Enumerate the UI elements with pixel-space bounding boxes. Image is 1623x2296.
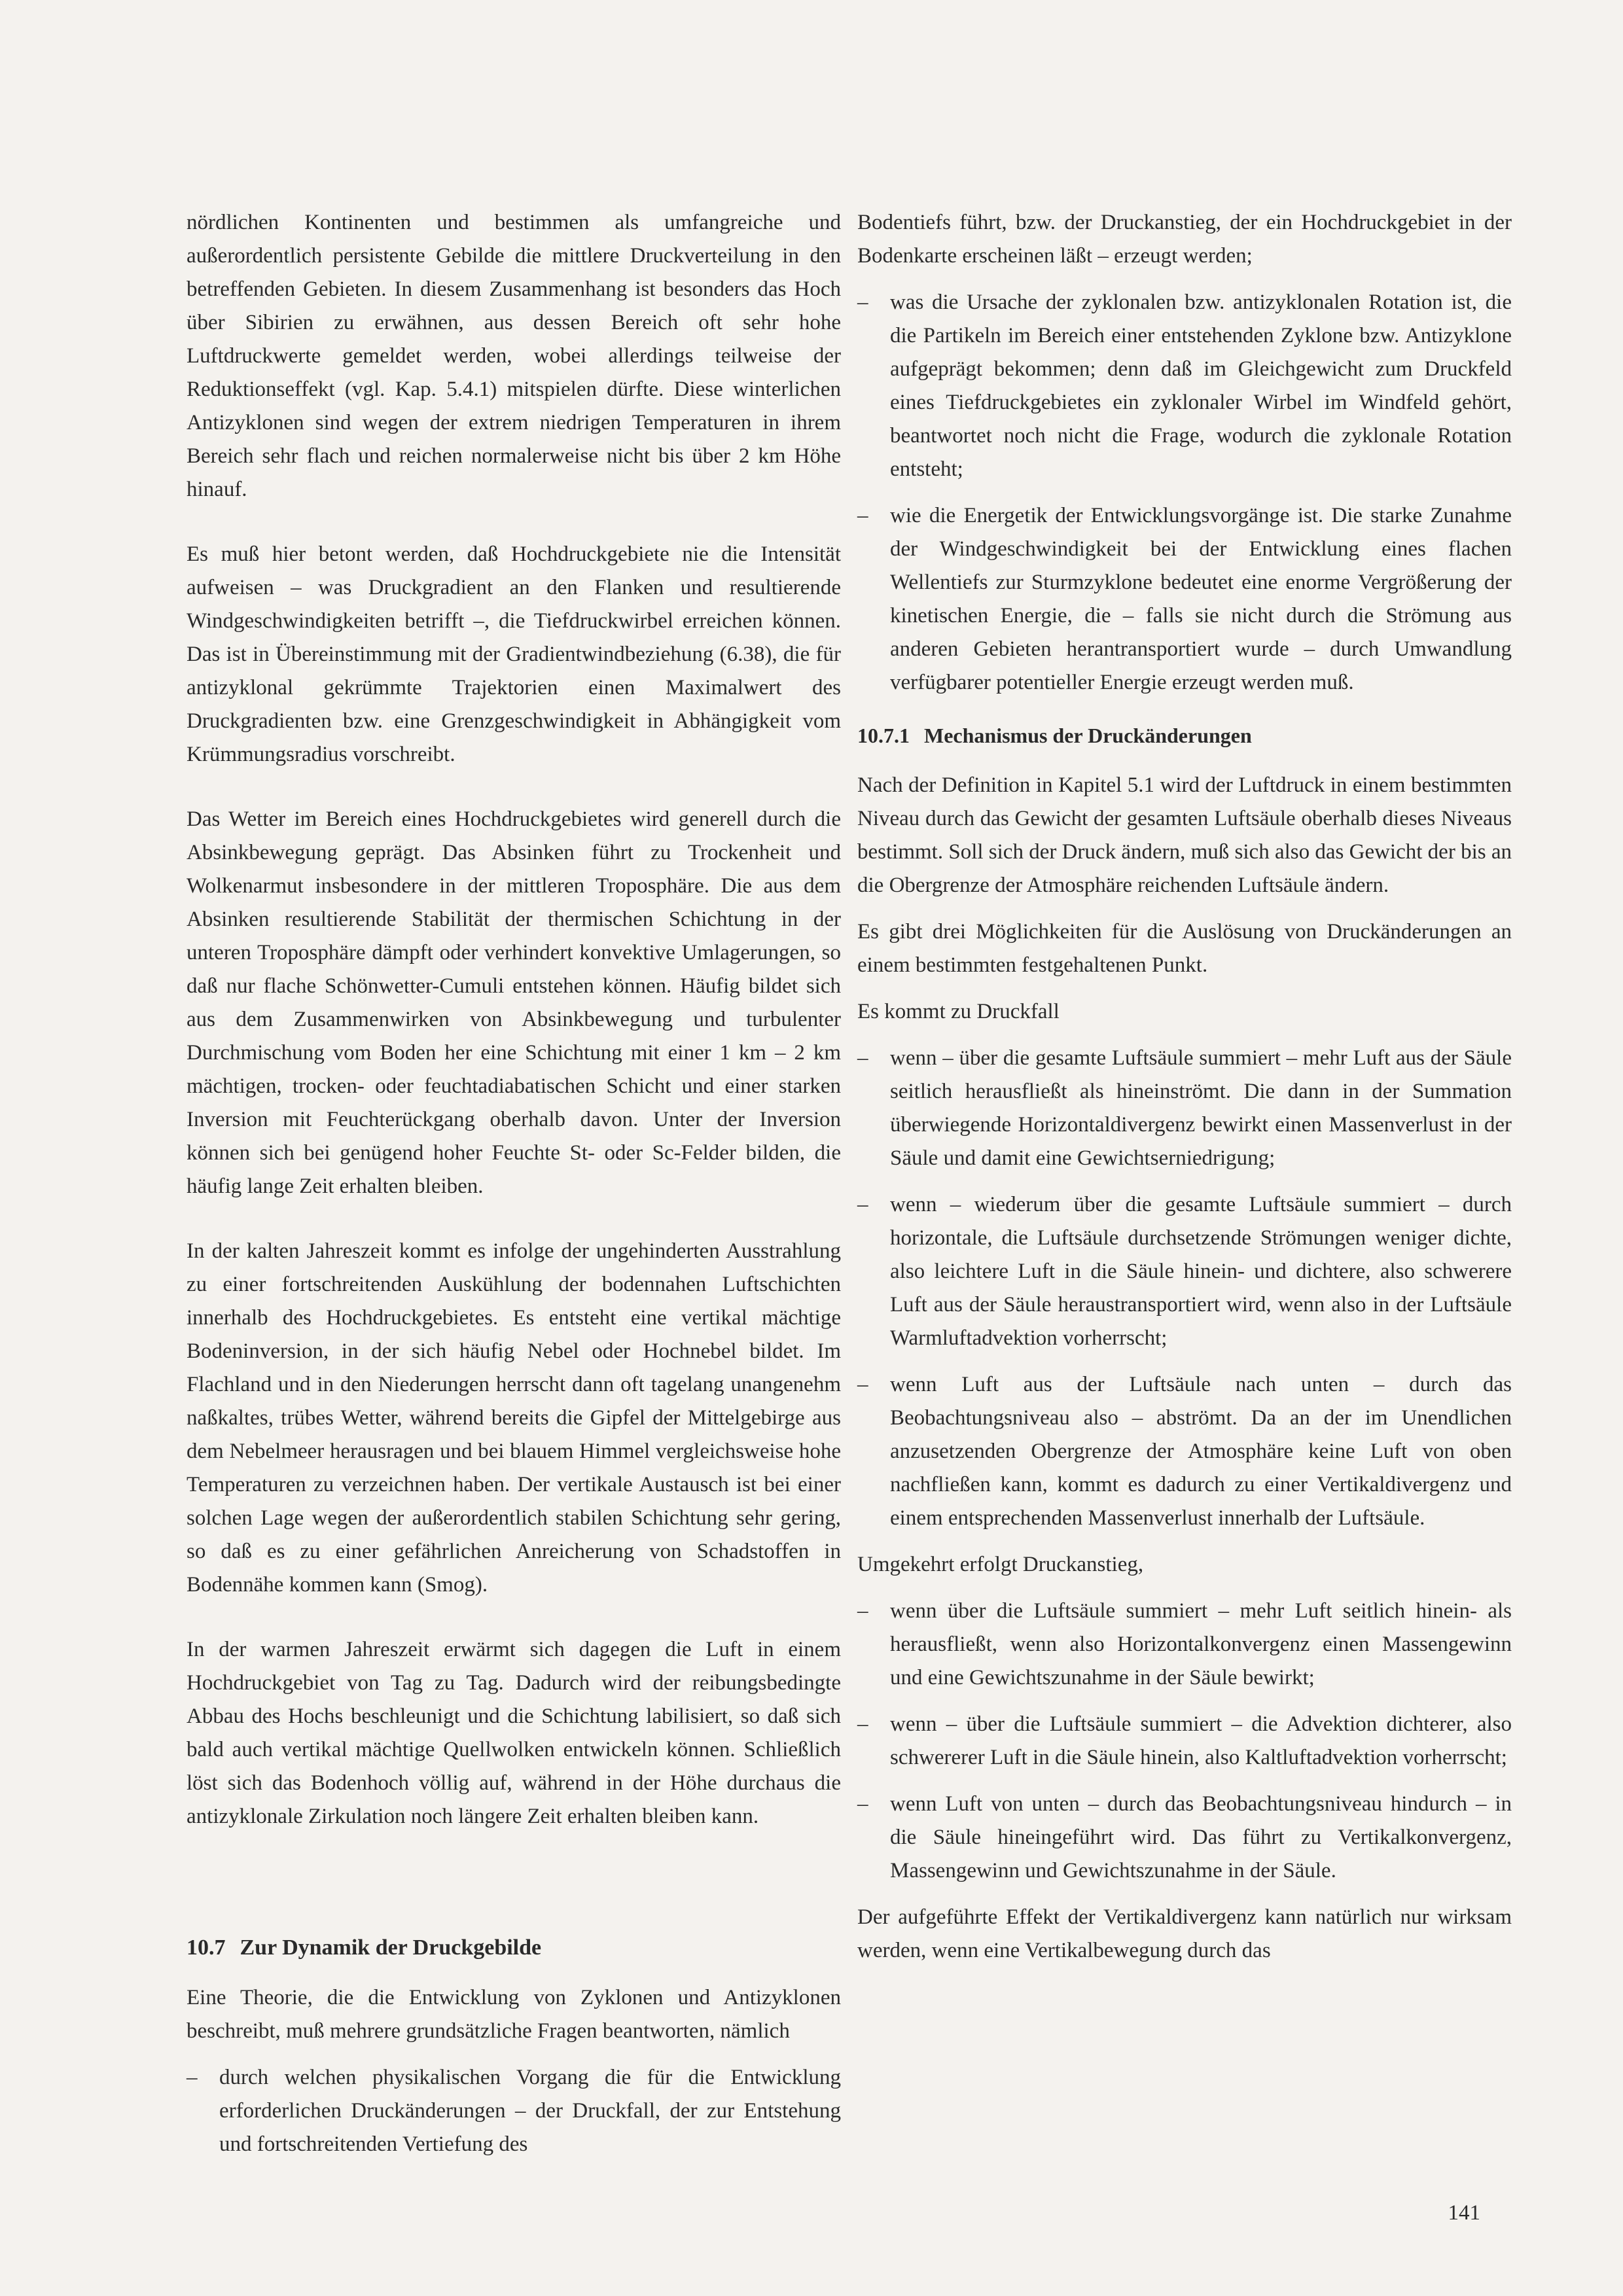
list-item-text: durch welchen physikalischen Vorgang die für die Entwicklung erforderlichen Druckänderungen – der Druckfall, der zur Entstehung und fortschreitenden Vertiefung des xyxy=(219,2066,841,2156)
list-item-text: wenn – über die Luftsäule summiert – die Advektion dichterer, also schwererer Luft in die Säule hinein, also Kaltluftadvektion vorherrscht; xyxy=(890,1712,1512,1769)
section-number: 10.7 xyxy=(187,1935,226,1960)
list-item xyxy=(857,1368,1512,1535)
list-item-text: wenn – wiederum über die gesamte Luftsäule summiert – durch horizontale, die Luftsäule durchsetzende Strömungen weniger dichte, also leichtere Luft in die Säule hinein- und dichtere, also schwerere Luft aus der Säule heraustransportiert wird, wenn also in der Luftsäule Warmluftadvektion vorherrscht; xyxy=(890,1193,1512,1350)
dash-marker: – xyxy=(857,1046,868,1070)
dash-marker: – xyxy=(857,1792,868,1816)
list-item-text: wenn über die Luftsäule summiert – mehr Luft seitlich hinein- als herausfließt, wenn also Horizontalkonvergenz einen Massengewinn und eine Gewichtszunahme in der Säule bewirkt; xyxy=(890,1599,1512,1689)
paragraph-closing: Der aufgeführte Effekt der Vertikaldivergenz kann natürlich nur wirksam werden, wenn eine Vertikalbewegung durch das xyxy=(857,1905,1512,1962)
list-item-text: wie die Energetik der Entwicklungsvorgänge ist. Die starke Zunahme der Windgeschwindigkeit bei der Entwicklung eines flachen Wellentiefs zur Sturmzyklone bedeutet eine enorme Vergrößerung der kinetischen Energie, die – falls sie nicht durch die Strömung aus anderen Gebieten herantransportiert wurde – durch Umwandlung verfügbarer potentieller Energie erzeugt werden muß. xyxy=(890,504,1512,694)
question-list xyxy=(187,2061,841,2161)
section-number: 10.7.1 xyxy=(857,724,910,747)
paragraph-siberian-high: nördlichen Kontinenten und bestimmen als umfangreiche und außerordentlich persistente Gebilde die mittlere Druckverteilung in den betreffenden Gebieten. In diesem Zusammenhang ist besonders das Hoch über Sibirien zu erwähnen, aus dessen Bereich oft sehr hohe Luftdruckwerte gemeldet werden, wobei allerdings teilweise der Reduktionseffekt (vgl. Kap. 5.4.1) mitspielen dürfte. Diese winterlichen Antizyklonen sind wegen der extrem niedrigen Temperaturen in ihrem Bereich sehr flach und reichen normalerweise nicht bis über 2 km Höhe hinauf. xyxy=(187,211,841,501)
paragraph-pressure-rise-intro: Umgekehrt erfolgt Druckanstieg, xyxy=(857,1553,1144,1576)
question-list-continued xyxy=(857,206,1512,699)
paragraph-subsidence-weather: Das Wetter im Bereich eines Hochdruckgebietes wird generell durch die Absinkbewegung geprägt. Das Absinken führt zu Trockenheit und Wolkenarmut insbesondere in der mittleren Troposphäre. Die aus dem Absinken resultierende Stabilität der thermischen Schichtung in der unteren Troposphäre dämpft oder verhindert konvektive Umlagerungen, so daß nur flache Schönwetter-Cumuli entstehen können. Häufig bildet sich aus dem Zusammenwirken von Absinkbewegung und turbulenter Durchmischung vom Boden her eine Schichtung mit einer 1 km – 2 km mächtigen, trocken- oder feuchtadiabatischen Schicht und einer starken Inversion mit Feuchterückgang oberhalb davon. Unter der Inversion können sich bei genügend hoher Feuchte St- oder Sc-Felder bilden, die häufig lange Zeit erhalten bleiben. xyxy=(187,807,841,1198)
paragraph-definition: Nach der Definition in Kapitel 5.1 wird der Luftdruck in einem bestimmten Niveau durch das Gewicht der gesamten Luftsäule oberhalb dieses Niveaus bestimmt. Soll sich der Druck ändern, muß sich also das Gewicht der bis an die Obergrenze der Atmosphäre reichenden Luftsäule ändern. xyxy=(857,773,1512,897)
dash-marker: – xyxy=(857,1712,868,1736)
left-column xyxy=(187,206,841,2174)
list-item-continued xyxy=(857,206,1512,273)
list-item xyxy=(857,1595,1512,1695)
list-item xyxy=(857,1788,1512,1888)
list-item xyxy=(857,499,1512,699)
pressure-fall-list xyxy=(857,1042,1512,1535)
list-item xyxy=(857,1188,1512,1355)
section-heading-10-7 xyxy=(187,1932,841,1964)
list-item xyxy=(187,2061,841,2161)
dash-marker: – xyxy=(857,1373,868,1396)
dash-marker: – xyxy=(857,291,868,314)
section-title: Mechanismus der Druckänderungen xyxy=(924,724,1252,747)
paragraph-warm-season: In der warmen Jahreszeit erwärmt sich dagegen die Luft in einem Hochdruckgebiet von Tag zu Tag. Dadurch wird der reibungsbedingte Abbau des Hochs beschleunigt und die Schichtung labilisiert, so daß sich bald auch vertikal mächtige Quellwolken entwickeln können. Schließlich löst sich das Bodenhoch völlig auf, während in der Höhe durchaus die antizyklonale Zirkulation noch längere Zeit erhalten bleiben kann. xyxy=(187,1638,841,1828)
dash-marker: – xyxy=(857,504,868,527)
page-number: 141 xyxy=(1448,2201,1480,2225)
list-item-text: wenn Luft aus der Luftsäule nach unten – durch das Beobachtungsniveau also – abströmt. Da an der im Unendlichen anzusetzenden Obergrenze der Atmosphäre keine Luft von oben nachfließen kann, kommt es dadurch zu einer Vertikaldivergenz und einem entsprechenden Massenverlust innerhalb der Luftsäule. xyxy=(890,1373,1512,1530)
list-item xyxy=(857,286,1512,486)
right-column xyxy=(857,206,1512,1981)
list-item xyxy=(857,1042,1512,1175)
section-intro: Eine Theorie, die die Entwicklung von Zyklonen und Antizyklonen beschreibt, muß mehrere grundsätzliche Fragen beantworten, nämlich xyxy=(187,1986,841,2043)
section-heading-10-7-1 xyxy=(857,719,1512,752)
dash-marker: – xyxy=(187,2066,198,2089)
list-item-text: wenn Luft von unten – durch das Beobachtungsniveau hindurch – in die Säule hineingeführt wird. Das führt zu Vertikalkonvergenz, Massengewinn und Gewichtszunahme in der Säule. xyxy=(890,1792,1512,1882)
list-item-text: was die Ursache der zyklonalen bzw. antizyklonalen Rotation ist, die die Partikeln im Bereich einer entstehenden Zyklone bzw. Antizyklone aufgeprägt bekommen; denn daß im Gleichgewicht zum Druckfeld eines Tiefdruckgebietes ein zyklonaler Wirbel im Windfeld gehört, beantwortet noch nicht die Frage, wodurch die zyklonale Rotation entsteht; xyxy=(890,291,1512,481)
list-item xyxy=(857,1708,1512,1775)
list-item-text: Bodentiefs führt, bzw. der Druckanstieg, der ein Hochdruckgebiet in der Bodenkarte erscheinen läßt – erzeugt werden; xyxy=(857,211,1512,268)
paragraph-pressure-fall-intro: Es kommt zu Druckfall xyxy=(857,1000,1060,1023)
paragraph-three-possibilities: Es gibt drei Möglichkeiten für die Auslösung von Druckänderungen an einem bestimmten festgehaltenen Punkt. xyxy=(857,920,1512,977)
dash-marker: – xyxy=(857,1599,868,1623)
paragraph-cold-season: In der kalten Jahreszeit kommt es infolge der ungehinderten Ausstrahlung zu einer fortschreitenden Auskühlung der bodennahen Luftschichten innerhalb des Hochdruckgebietes. Es entsteht eine vertikal mächtige Bodeninversion, in der sich häufig Nebel oder Hochnebel bildet. Im Flachland und in den Niederungen herrscht dann oft tagelang unangenehm naßkaltes, trübes Wetter, während bereits die Gipfel der Mittelgebirge aus dem Nebelmeer herausragen und bei blauem Himmel vergleichsweise hohe Temperaturen zu verzeichnen haben. Der vertikale Austausch ist bei einer solchen Lage wegen der außerordentlich stabilen Schichtung sehr gering, so daß es zu einer gefährlichen Anreicherung von Schadstoffen in Bodennähe kommen kann (Smog). xyxy=(187,1239,841,1597)
section-title: Zur Dynamik der Druckgebilde xyxy=(240,1935,542,1960)
list-item-text: wenn – über die gesamte Luftsäule summiert – mehr Luft aus der Säule seitlich herausfließt als hineinströmt. Die dann in der Summation überwiegende Horizontaldivergenz bewirkt einen Massenverlust in der Säule und damit eine Gewichtserniedrigung; xyxy=(890,1046,1512,1170)
dash-marker: – xyxy=(857,1193,868,1216)
paragraph-high-intensity: Es muß hier betont werden, daß Hochdruckgebiete nie die Intensität aufweisen – was Druckgradient an den Flanken und resultierende Windgeschwindigkeiten betrifft –, die Tiefdruckwirbel erreichen können. Das ist in Übereinstimmung mit der Gradientwindbeziehung (6.38), die für antizyklonal gekrümmte Trajektorien einen Maximalwert des Druckgradienten bzw. eine Grenzgeschwindigkeit in Abhängigkeit vom Krümmungsradius vorschreibt. xyxy=(187,542,841,766)
pressure-rise-list xyxy=(857,1595,1512,1888)
